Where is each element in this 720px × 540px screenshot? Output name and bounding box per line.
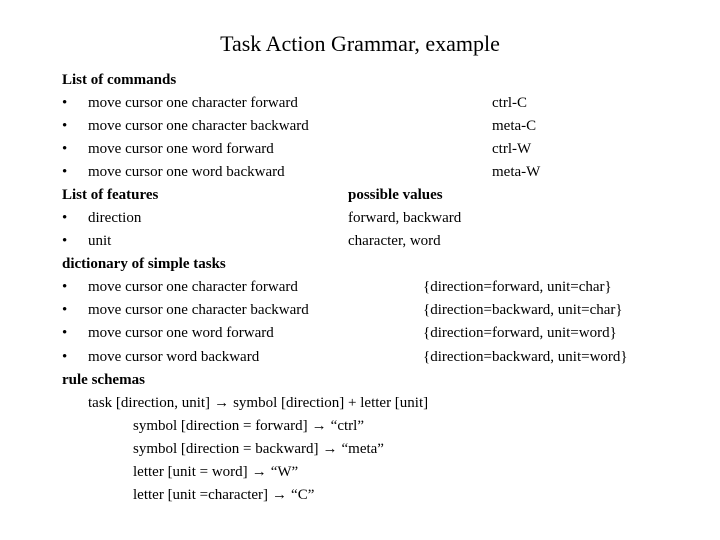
command-text: move cursor one word backward — [88, 164, 285, 180]
rule-line — [133, 417, 364, 435]
bullet: • — [62, 95, 68, 111]
rule-lhs: symbol [direction = forward] — [133, 418, 308, 434]
task-features: {direction=forward, unit=char} — [423, 279, 612, 295]
command-text: move cursor one word forward — [88, 141, 274, 157]
rule-lhs: letter [unit =character] — [133, 487, 269, 503]
task-text: move cursor one character backward — [88, 302, 309, 318]
rule-lhs: task [direction, unit] — [88, 395, 211, 411]
task-features: {direction=backward, unit=char} — [423, 302, 623, 318]
rule-line — [88, 394, 428, 412]
task-text: move cursor word backward — [88, 349, 260, 365]
command-key: meta-W — [492, 164, 541, 180]
rule-rhs: “C” — [291, 487, 315, 503]
rule-lhs: symbol [direction = backward] — [133, 441, 319, 457]
feature-values: character, word — [348, 233, 441, 249]
rule-line — [133, 486, 314, 504]
rule-rhs: symbol [direction] + letter [unit] — [233, 395, 429, 411]
rule-rhs: “ctrl” — [330, 418, 364, 434]
feature-values: forward, backward — [348, 210, 462, 226]
right-arrow-icon: → — [251, 464, 267, 480]
right-arrow-icon: → — [322, 441, 338, 457]
slide-title: Task Action Grammar, example — [220, 31, 500, 56]
rule-rhs: “meta” — [341, 441, 384, 457]
rule-line — [133, 463, 298, 481]
bullet: • — [62, 210, 68, 226]
command-text: move cursor one character forward — [88, 95, 298, 111]
features-heading: List of features — [62, 187, 159, 203]
command-key: ctrl-C — [492, 95, 527, 111]
commands-heading: List of commands — [62, 72, 177, 88]
feature-name: unit — [88, 233, 112, 249]
bullet: • — [62, 279, 68, 295]
rules-heading: rule schemas — [62, 372, 145, 388]
feature-name: direction — [88, 210, 142, 226]
bullet: • — [62, 141, 68, 157]
bullet: • — [62, 164, 68, 180]
bullet: • — [62, 349, 68, 365]
rule-lhs: letter [unit = word] — [133, 464, 248, 480]
task-text: move cursor one character forward — [88, 279, 298, 295]
bullet: • — [62, 118, 68, 134]
command-key: ctrl-W — [492, 141, 532, 157]
rule-line — [133, 440, 384, 458]
task-features: {direction=forward, unit=word} — [423, 325, 617, 341]
values-heading: possible values — [348, 187, 443, 203]
dictionary-heading: dictionary of simple tasks — [62, 256, 226, 272]
right-arrow-icon: → — [272, 487, 288, 503]
bullet: • — [62, 302, 68, 318]
right-arrow-icon: → — [311, 418, 327, 434]
command-text: move cursor one character backward — [88, 118, 309, 134]
rule-rhs: “W” — [270, 464, 299, 480]
bullet: • — [62, 325, 68, 341]
bullet: • — [62, 233, 68, 249]
task-features: {direction=backward, unit=word} — [423, 349, 628, 365]
command-key: meta-C — [492, 118, 537, 134]
right-arrow-icon: → — [214, 395, 230, 411]
task-text: move cursor one word forward — [88, 325, 274, 341]
